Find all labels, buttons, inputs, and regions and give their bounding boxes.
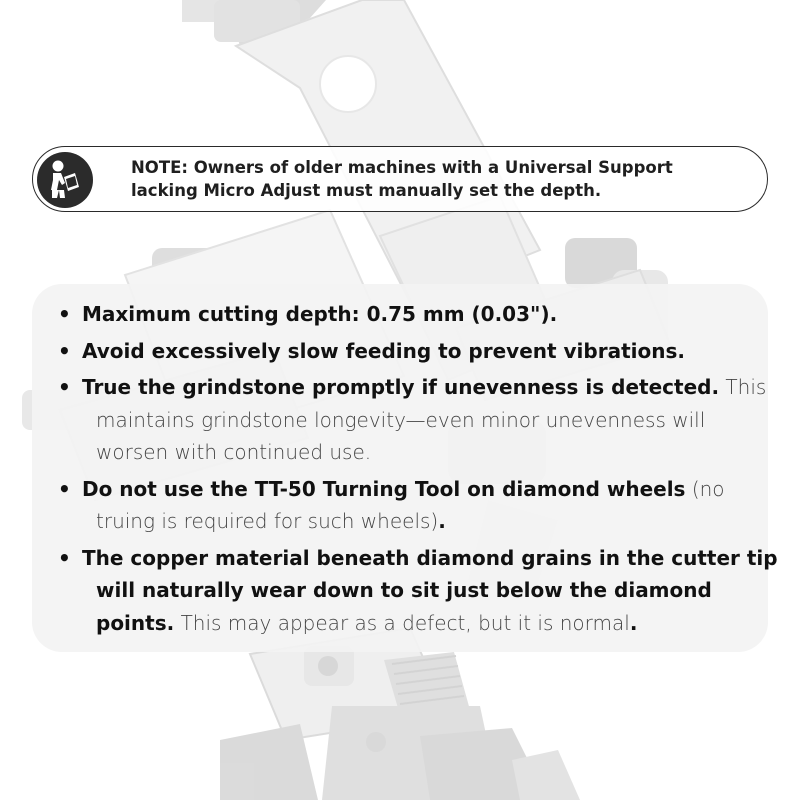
tip-bold-text: points.: [96, 610, 175, 635]
tip-line: [82, 505, 762, 538]
tip-normal-text: This: [719, 375, 767, 399]
tip-line: [82, 436, 762, 469]
tip-bold-text: True the grindstone promptly if unevenness is detected.: [82, 375, 720, 399]
tip-item-1: [58, 298, 762, 331]
bullet-dot: •: [58, 545, 71, 570]
note-callout: [32, 146, 768, 212]
tip-bold-text: Avoid excessively slow feeding to prevent vibrations.: [82, 338, 685, 363]
tip-line: [82, 542, 778, 575]
tip-line: [82, 607, 762, 640]
tip-item-3: [58, 371, 767, 469]
tip-normal-text: This may appear as a defect, but it is normal: [174, 610, 630, 635]
tip-bold-text: will naturally wear down to sit just below the diamond: [96, 578, 712, 602]
tip-normal-text: maintains grindstone longevity—even minor unevenness will: [96, 407, 706, 432]
bullet-dot: •: [58, 476, 71, 501]
bullet-dot: •: [58, 338, 71, 363]
tip-line: [82, 371, 767, 404]
bullet-dot: •: [58, 375, 71, 399]
tips-list: [58, 298, 778, 643]
tip-normal-text: truing is required for such wheels): [96, 509, 439, 533]
note-text: [131, 156, 751, 202]
bullet-dot: •: [58, 302, 71, 326]
tip-item-2: [58, 335, 762, 368]
tips-panel: [32, 284, 778, 652]
tip-item-5: [58, 542, 778, 640]
tip-normal-text: (no: [685, 476, 725, 501]
tip-bold-text: Maximum cutting depth: 0.75 mm (0.03").: [82, 302, 558, 326]
note-line-1: NOTE: Owners of older machines with a Universal Support: [131, 158, 673, 177]
tip-normal-text: worsen with continued use.: [96, 440, 372, 464]
tip-item-4: [58, 473, 762, 538]
note-line-2: lacking Micro Adjust must manually set the depth.: [131, 181, 602, 200]
tip-line: [82, 335, 762, 368]
manual-book-icon: [37, 152, 93, 208]
tip-line: [82, 298, 762, 331]
tip-line: [82, 404, 762, 437]
tip-bold-text: .: [438, 509, 446, 533]
tip-line: [82, 574, 762, 607]
tip-bold-text: The copper material beneath diamond grains in the cutter tip: [82, 545, 778, 570]
tip-bold-text: Do not use the TT-50 Turning Tool on diamond wheels: [82, 476, 686, 501]
tip-line: [82, 473, 762, 506]
tip-bold-text: .: [629, 610, 638, 635]
